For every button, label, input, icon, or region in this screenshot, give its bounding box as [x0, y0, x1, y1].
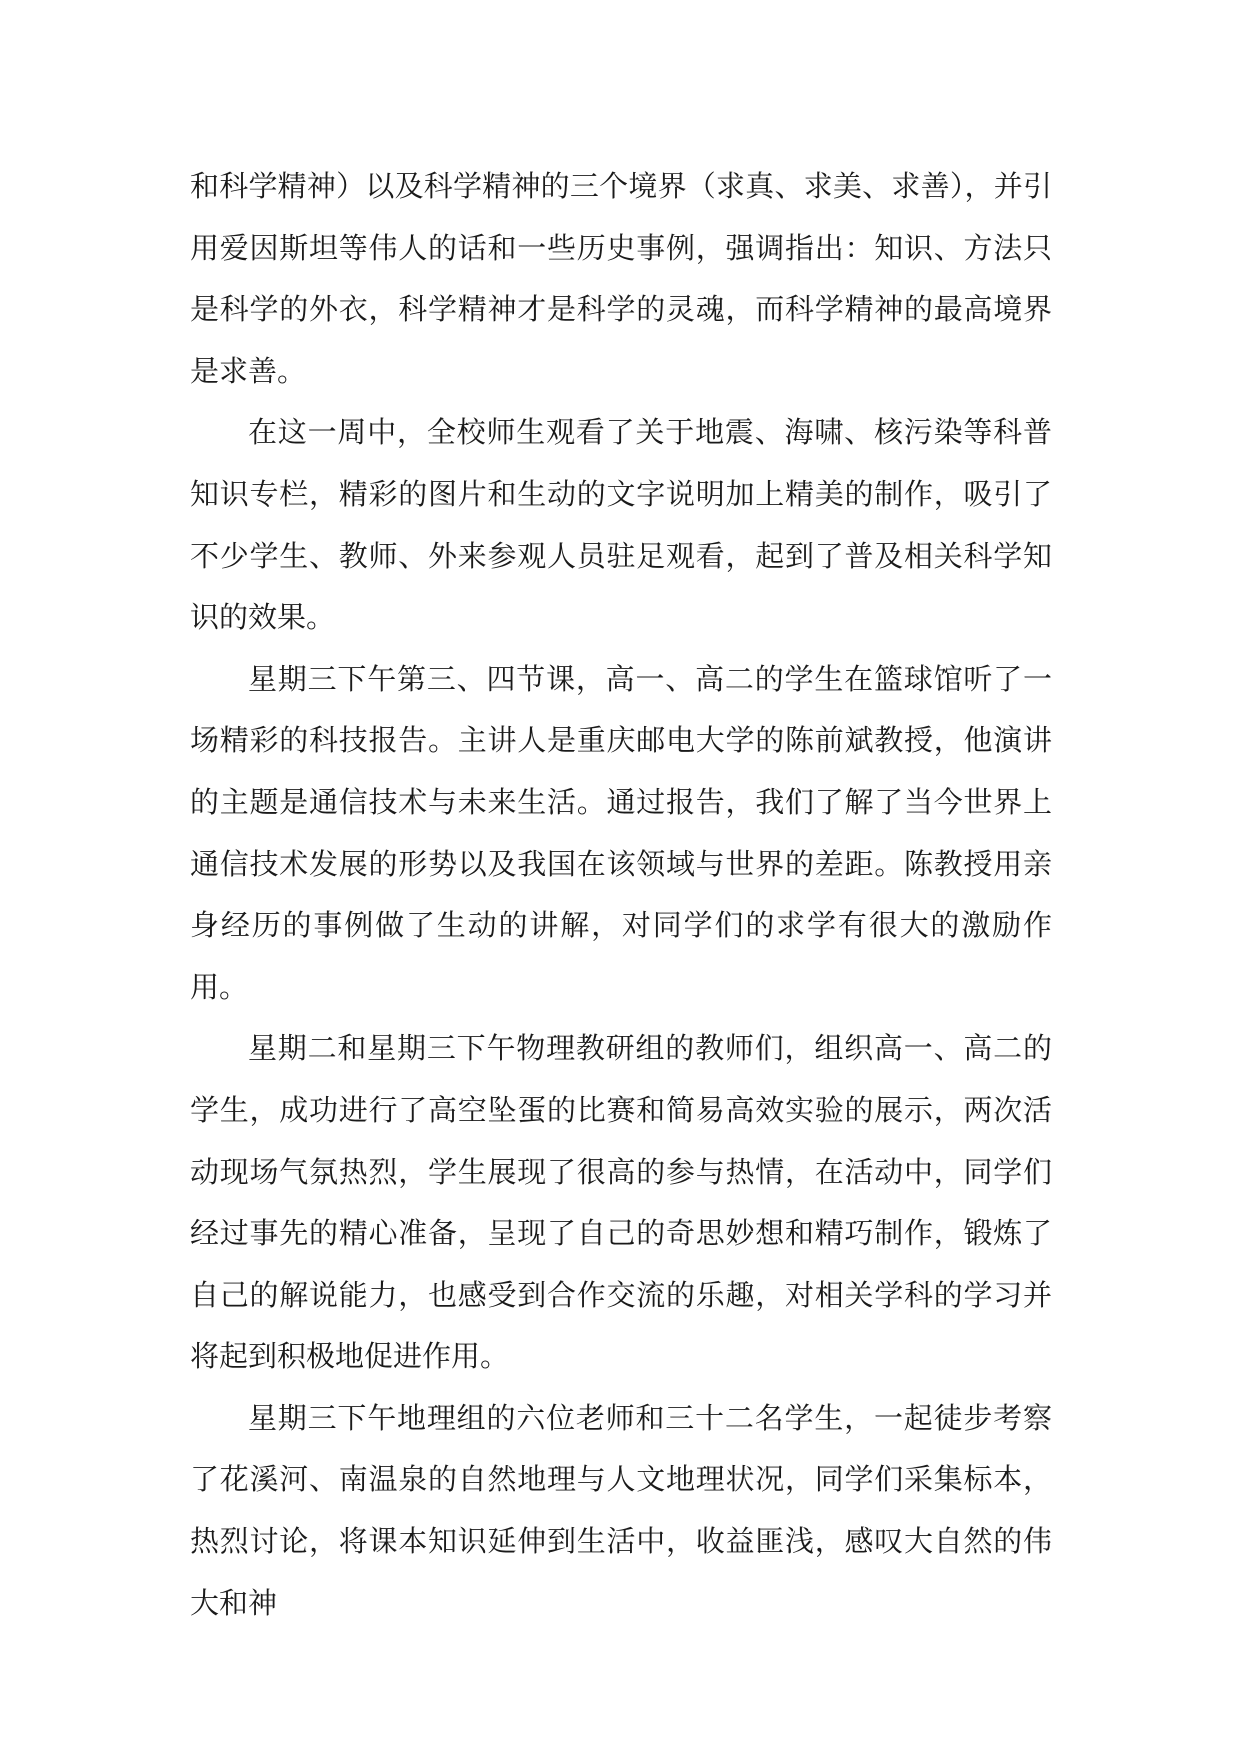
paragraph-continuation: 和科学精神）以及科学精神的三个境界（求真、求美、求善），并引用爱因斯坦等伟人的话和一些历史事例，强调指出：知识、方法只是科学的外衣，科学精神才是科学的灵魂，而科学精神的最高境界是求善。 — [190, 169, 1052, 388]
paragraph-physics-activity: 星期二和星期三下午物理教研组的教师们，组织高一、高二的学生，成功进行了高空坠蛋的比赛和简易高效实验的展示，两次活动现场气氛热烈，学生展现了很高的参与热情，在活动中，同学们经过事先的精心准备，呈现了自己的奇思妙想和精巧制作，锻炼了自己的解说能力，也感受到合作交流的乐趣，对相关学科的学习并将起到积极地促进作用。 — [190, 1031, 1052, 1374]
paragraph-tech-lecture: 星期三下午第三、四节课，高一、高二的学生在篮球馆听了一场精彩的科技报告。主讲人是重庆邮电大学的陈前斌教授，他演讲的主题是通信技术与未来生活。通过报告，我们了解了当今世界上通信技术发展的形势以及我国在该领域与世界的差距。陈教授用亲身经历的事例做了生动的讲解，对同学们的求学有很大的激励作用。 — [190, 661, 1052, 1004]
document-body — [190, 156, 1052, 1634]
paragraph-geography-field-trip: 星期三下午地理组的六位老师和三十二名学生，一起徒步考察了花溪河、南温泉的自然地理与人文地理状况，同学们采集标本，热烈讨论，将课本知识延伸到生活中，收益匪浅，感叹大自然的伟大和神 — [190, 1400, 1052, 1620]
paragraph-science-exhibit: 在这一周中，全校师生观看了关于地震、海啸、核污染等科普知识专栏，精彩的图片和生动的文字说明加上精美的制作，吸引了不少学生、教师、外来参观人员驻足观看，起到了普及相关科学知识的效果。 — [190, 415, 1052, 635]
